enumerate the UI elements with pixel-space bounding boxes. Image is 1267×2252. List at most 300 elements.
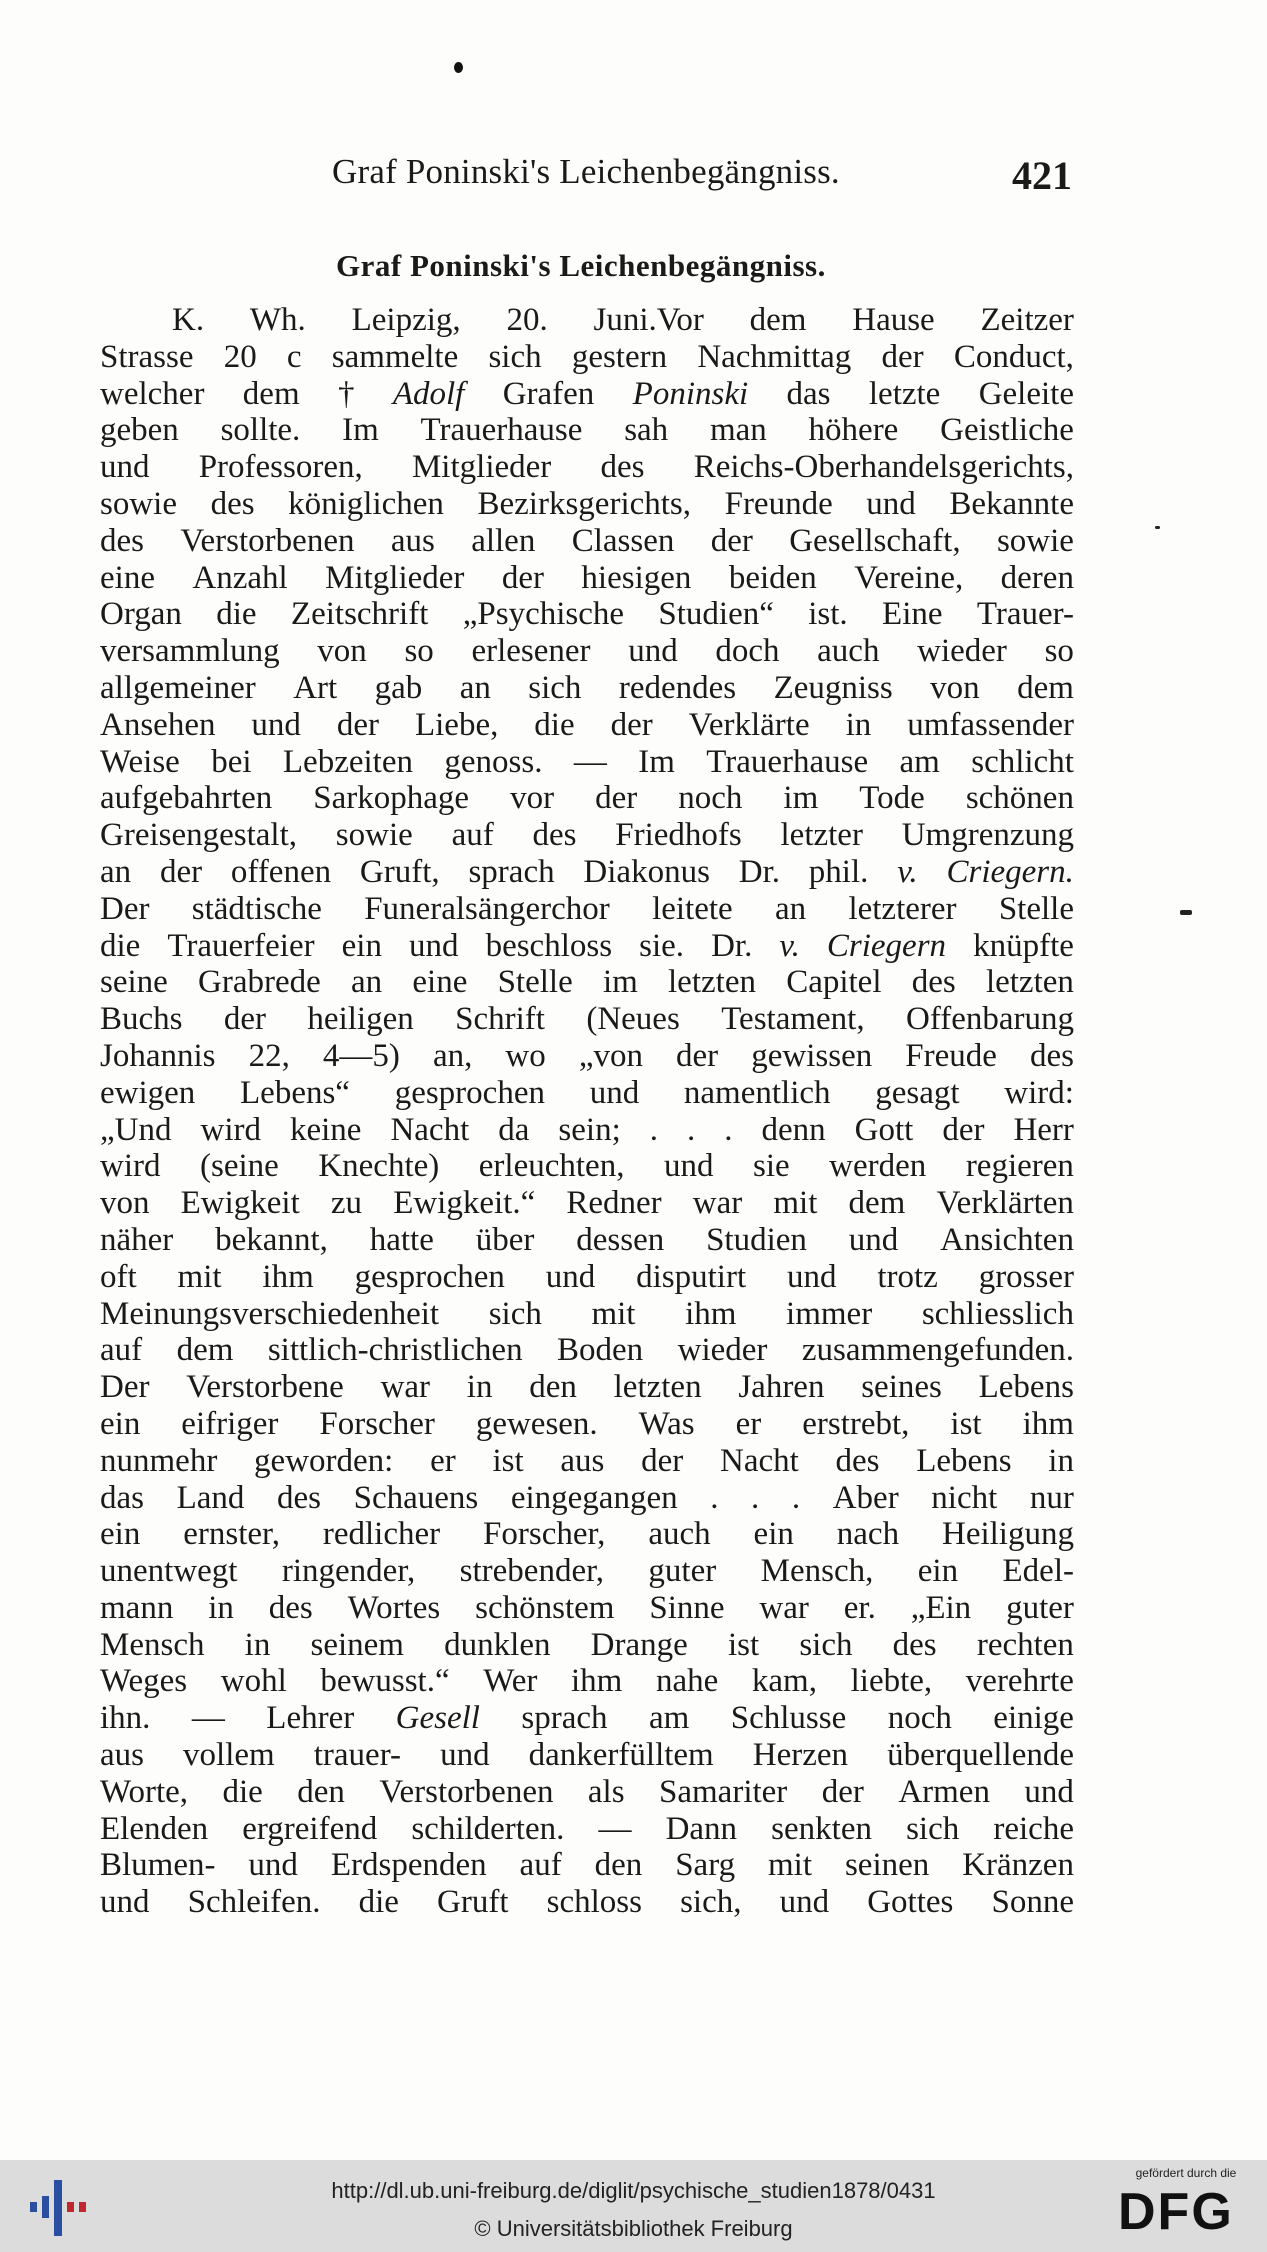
text-word: . — [791, 1479, 801, 1516]
text-word: ein — [341, 927, 382, 964]
text-word: Sarkophage — [313, 780, 470, 817]
text-word: sammelte — [331, 338, 459, 375]
text-word: Land — [176, 1479, 245, 1516]
text-word: mit — [591, 1295, 636, 1332]
text-word: Umgrenzung — [901, 817, 1074, 854]
text-word: Verklärten — [936, 1185, 1074, 1222]
text-word: aufgebahrten — [100, 780, 273, 817]
text-word: die — [222, 1773, 263, 1810]
text-word: überquellende — [887, 1737, 1074, 1774]
text-word: Schrift — [455, 1001, 545, 1038]
text-word: Gruft, — [359, 853, 440, 890]
text-word: schönen — [965, 780, 1074, 817]
text-word: Verstorbene — [186, 1369, 344, 1406]
text-word: denn — [761, 1111, 826, 1148]
text-word: — — [573, 743, 607, 780]
article-title: Graf Poninski's Leichenbegängniss. — [336, 248, 826, 283]
text-line — [100, 1553, 1074, 1590]
text-word: des — [268, 1589, 313, 1626]
text-word: ernster, — [183, 1516, 280, 1553]
text-word: Im — [342, 412, 379, 449]
text-word: so — [404, 633, 434, 670]
text-word: auf — [519, 1847, 562, 1884]
text-word: Criegern. — [946, 853, 1074, 890]
text-word: wird — [100, 1148, 161, 1185]
text-word: Criegern — [826, 927, 947, 964]
text-word: am — [649, 1700, 690, 1737]
text-word: Drange — [590, 1626, 688, 1663]
text-word: gab — [374, 669, 423, 706]
text-word: auf — [100, 1332, 143, 1369]
text-word: auf — [451, 817, 494, 854]
text-word: erlesener — [471, 633, 591, 670]
text-word: am — [899, 743, 940, 780]
text-line — [100, 1001, 1074, 1038]
text-word: Zeugniss — [773, 669, 893, 706]
text-word: Wer — [483, 1663, 538, 1700]
text-word: er — [430, 1442, 456, 1479]
text-line — [100, 1369, 1074, 1406]
text-word: schönstem — [475, 1589, 615, 1626]
text-word: der — [676, 1037, 719, 1074]
text-word: allen — [471, 522, 536, 559]
text-line — [100, 1627, 1074, 1664]
text-line — [100, 1590, 1074, 1627]
text-word: sich, — [680, 1884, 742, 1921]
text-word: und — [848, 1221, 899, 1258]
text-word: Trauer- — [976, 596, 1074, 633]
text-word: hiesigen — [581, 559, 692, 596]
text-word: Gott — [854, 1111, 914, 1148]
text-word: und — [628, 633, 678, 670]
text-word: dem — [176, 1332, 234, 1369]
text-word: Freunde — [724, 485, 833, 522]
text-word: (seine — [200, 1148, 279, 1185]
text-word: Professoren, — [198, 449, 363, 486]
text-word: die — [534, 706, 575, 743]
text-word: rechten — [976, 1626, 1074, 1663]
text-word: sich — [799, 1626, 853, 1663]
text-word: Was — [638, 1405, 695, 1442]
text-word: in — [244, 1626, 271, 1663]
text-word: an — [459, 669, 491, 706]
text-word: des — [911, 964, 956, 1001]
text-word: nach — [836, 1516, 900, 1553]
text-word: Verstorbenen — [379, 1773, 554, 1810]
text-word: wo — [505, 1037, 546, 1074]
text-word: gesprochen — [354, 1258, 505, 1295]
text-word: letzterer — [848, 890, 957, 927]
text-word: dunklen — [444, 1626, 551, 1663]
text-word: c — [286, 338, 302, 375]
text-word: Herr — [1013, 1111, 1074, 1148]
text-word: genoss. — [444, 743, 543, 780]
text-word: . — [686, 1111, 696, 1148]
text-word: so — [1044, 633, 1074, 670]
text-word: des — [835, 1442, 880, 1479]
text-word: Aber — [832, 1479, 899, 1516]
text-line — [100, 1148, 1074, 1185]
text-word: Strasse — [100, 338, 194, 375]
text-word: wohl — [220, 1663, 287, 1700]
text-line — [100, 1185, 1074, 1222]
text-line — [100, 1332, 1074, 1369]
text-word: beschloss — [485, 927, 613, 964]
text-word: Stelle — [998, 890, 1074, 927]
text-word: versammlung — [100, 633, 280, 670]
text-word: aus — [100, 1737, 144, 1774]
text-word: 22, — [248, 1037, 290, 1074]
text-word: Vereine, — [854, 559, 964, 596]
text-line — [100, 560, 1074, 597]
text-word: in — [845, 706, 872, 743]
text-word: senkten — [771, 1810, 872, 1847]
text-word: zu — [330, 1185, 363, 1222]
text-word: Lebzeiten — [282, 743, 413, 780]
text-word: Verklärte — [688, 706, 810, 743]
text-word: ein — [100, 1516, 141, 1553]
text-word: geworden: — [254, 1442, 394, 1479]
text-word: † — [337, 375, 355, 412]
text-word: Gesell — [395, 1700, 480, 1737]
text-word: Edel- — [1002, 1553, 1074, 1590]
text-word: ihm — [1022, 1405, 1074, 1442]
text-word: Dann — [665, 1810, 738, 1847]
text-word: nicht — [931, 1479, 998, 1516]
text-word: in — [208, 1589, 234, 1626]
text-word: an — [775, 890, 807, 927]
text-word: nur — [1029, 1479, 1074, 1516]
text-word: Knechte) — [318, 1148, 440, 1185]
text-word: der — [821, 1773, 864, 1810]
text-word: Meinungsverschiedenheit — [100, 1295, 440, 1332]
text-word: 20. — [506, 302, 548, 338]
text-word: der — [595, 780, 638, 817]
text-word: ist — [950, 1405, 982, 1442]
text-word: zusammengefunden. — [801, 1332, 1074, 1369]
text-word: — — [191, 1700, 225, 1737]
text-word: v. — [897, 853, 918, 890]
text-word: aus — [560, 1442, 605, 1479]
text-word: man — [709, 412, 767, 449]
text-word: dem — [848, 1185, 906, 1222]
text-word: sich — [906, 1810, 960, 1847]
text-word: 20 — [223, 338, 257, 375]
text-word: Nacht — [719, 1442, 799, 1479]
text-word: ihm — [262, 1258, 314, 1295]
text-word: Trauerfeier — [167, 927, 315, 964]
text-word: kam, — [751, 1663, 817, 1700]
text-word: des — [600, 449, 645, 486]
text-line — [100, 1811, 1074, 1848]
text-word: des — [892, 1626, 937, 1663]
text-line — [100, 1480, 1074, 1517]
text-word: Nachmittag — [697, 338, 852, 375]
text-word: des — [277, 1479, 321, 1516]
text-word: die — [358, 1884, 399, 1921]
text-line — [100, 891, 1074, 928]
text-word: in — [1048, 1442, 1074, 1479]
text-word: offenen — [230, 853, 332, 890]
text-word: wieder — [917, 633, 1007, 670]
text-word: er — [735, 1405, 762, 1442]
text-word: Herzen — [752, 1737, 849, 1774]
text-word: und — [545, 1258, 596, 1295]
text-word: eingegangen — [510, 1479, 678, 1516]
text-line — [100, 449, 1074, 486]
text-line — [100, 1259, 1074, 1296]
text-word: seinem — [310, 1626, 404, 1663]
text-line — [100, 670, 1074, 707]
text-word: . — [649, 1111, 658, 1148]
text-word: die — [100, 927, 141, 964]
text-word: noch — [678, 780, 743, 817]
text-word: Buchs — [100, 1001, 183, 1038]
source-url-link[interactable]: http://dl.ub.uni-freiburg.de/diglit/psychische_studien1878/0431 — [331, 2178, 936, 2203]
text-word: städtische — [191, 890, 322, 927]
text-word: gewesen. — [475, 1405, 598, 1442]
text-line — [100, 1443, 1074, 1480]
text-word: beiden — [728, 559, 817, 596]
text-word: Nacht — [390, 1111, 470, 1148]
text-word: knüpfte — [973, 927, 1074, 964]
text-line — [100, 1406, 1074, 1443]
text-word: näher — [100, 1221, 174, 1258]
text-word: „von — [578, 1037, 643, 1074]
text-word: die — [216, 596, 257, 633]
text-word: sein; — [558, 1111, 621, 1148]
text-word: Lebens — [978, 1369, 1074, 1406]
text-word: letzten — [985, 964, 1074, 1001]
text-word: keine — [289, 1111, 362, 1148]
text-word: Sinne — [649, 1589, 725, 1626]
text-word: und — [866, 485, 916, 522]
text-word: (Neues — [586, 1001, 680, 1038]
text-word: Greisengestalt, — [100, 817, 298, 854]
text-word: Grabrede — [198, 964, 321, 1001]
text-word: bekannt, — [215, 1221, 328, 1258]
text-word: sie. — [639, 927, 685, 964]
text-word: dem — [242, 375, 300, 412]
text-word: von — [930, 669, 980, 706]
text-word: v. — [779, 927, 800, 964]
ink-dot — [454, 62, 463, 73]
text-word: der — [610, 706, 653, 743]
text-word: Friedhofs — [615, 817, 742, 854]
text-word: Bekannte — [949, 485, 1074, 522]
text-word: den — [529, 1369, 577, 1406]
scan-speck — [1155, 526, 1160, 529]
text-word: Adolf — [392, 375, 465, 412]
text-word: den — [297, 1773, 345, 1810]
text-word: sie — [752, 1148, 790, 1185]
text-word: Capitel — [786, 964, 882, 1001]
text-word: Reichs-Oberhandelsgerichts, — [693, 449, 1074, 486]
text-word: doch — [715, 633, 780, 670]
text-word: eifriger — [181, 1405, 279, 1442]
text-word: einige — [993, 1700, 1074, 1737]
text-word: Weges — [100, 1663, 188, 1700]
text-line — [100, 1847, 1074, 1884]
text-word: Geleite — [978, 375, 1074, 412]
text-word: sah — [624, 412, 669, 449]
text-word: sprach — [468, 853, 555, 890]
text-word: heiligen — [307, 1001, 414, 1038]
text-word: eine — [412, 964, 468, 1001]
text-word: disputirt — [636, 1258, 747, 1295]
text-word: war — [692, 1185, 743, 1222]
text-word: leitete — [652, 890, 733, 927]
text-word: schilderten. — [411, 1810, 565, 1847]
text-word: der — [942, 1111, 985, 1148]
text-word: wird: — [1004, 1074, 1074, 1111]
text-word: Verstorbenen — [180, 522, 355, 559]
text-word: Ewigkeit — [180, 1185, 300, 1222]
text-word: Schleifen. — [187, 1884, 321, 1921]
text-word: Zeitschrift — [290, 596, 429, 633]
text-line — [100, 1112, 1074, 1149]
text-word: Samariter — [659, 1773, 788, 1810]
text-word: von — [317, 633, 367, 670]
text-word: und — [440, 1737, 490, 1774]
text-word: Studien“ — [658, 596, 774, 633]
text-word: auch — [648, 1516, 711, 1553]
text-word: . — [710, 1479, 719, 1516]
text-word: Leipzig, — [351, 302, 461, 338]
text-word: Funeralsängerchor — [364, 890, 610, 927]
text-word: Jahren — [738, 1369, 825, 1406]
text-word: letzten — [668, 964, 756, 1001]
text-word: Gesellschaft, — [789, 522, 961, 559]
text-line — [100, 339, 1074, 376]
text-word: als — [587, 1773, 625, 1810]
text-word: mann — [100, 1589, 174, 1626]
text-word: Studien — [706, 1221, 807, 1258]
text-word: sowie — [100, 485, 177, 522]
text-word: Lehrer — [266, 1700, 355, 1737]
text-word: und — [100, 449, 150, 486]
text-word: des — [100, 522, 144, 559]
text-line — [100, 1222, 1074, 1259]
text-word: Trauerhause — [706, 743, 869, 780]
text-word: namentlich — [683, 1074, 831, 1111]
dfg-logo: DFG — [1118, 2183, 1234, 2241]
text-line — [100, 596, 1074, 633]
text-word: „Und — [100, 1111, 172, 1148]
text-word: Erdspenden — [330, 1847, 487, 1884]
text-line — [100, 964, 1074, 1001]
text-word: dessen — [576, 1221, 665, 1258]
text-word: Tode — [859, 780, 925, 817]
text-word: „Psychische — [462, 596, 625, 633]
text-line — [100, 1700, 1074, 1737]
text-word: Sonne — [991, 1884, 1074, 1921]
text-word: der — [159, 853, 203, 890]
text-word: war — [380, 1369, 431, 1406]
text-word: geben — [100, 412, 179, 449]
text-word: des — [1029, 1037, 1074, 1074]
text-word: war — [759, 1589, 809, 1626]
text-word: Mensch — [100, 1626, 205, 1663]
text-word: werden — [829, 1148, 927, 1185]
text-word: gestern — [571, 338, 668, 375]
text-word: den — [594, 1847, 643, 1884]
text-word: letzte — [868, 375, 941, 412]
text-word: Der — [100, 1369, 150, 1406]
text-word: Anzahl — [192, 559, 288, 596]
text-word: letzten — [613, 1369, 702, 1406]
text-line — [100, 1075, 1074, 1112]
text-word: noch — [887, 1700, 952, 1737]
scan-speck — [1180, 910, 1192, 915]
text-word: Organ — [100, 596, 182, 633]
text-word: Conduct, — [953, 338, 1074, 375]
text-word: allgemeiner — [100, 669, 256, 706]
text-word: Der — [100, 890, 150, 927]
text-word: ein — [100, 1405, 141, 1442]
text-line — [100, 1774, 1074, 1811]
text-word: redendes — [618, 669, 737, 706]
text-word: redlicher — [322, 1516, 441, 1553]
text-word: sich — [488, 338, 542, 375]
footer-bar — [0, 2160, 1267, 2252]
text-word: und — [409, 927, 459, 964]
text-word: Johannis — [100, 1037, 216, 1074]
text-word: auch — [817, 633, 880, 670]
text-word: grosser — [978, 1258, 1074, 1295]
text-line — [100, 707, 1074, 744]
text-word: ist — [727, 1626, 760, 1663]
text-word: Elenden — [100, 1810, 209, 1847]
text-word: und — [779, 1884, 830, 1921]
text-line — [100, 302, 1074, 339]
article-body — [100, 302, 1074, 1921]
text-word: Stelle — [497, 964, 573, 1001]
text-word: vor — [510, 780, 555, 817]
text-word: an — [351, 964, 383, 1001]
text-word: wieder — [677, 1332, 768, 1369]
text-word: oft — [100, 1258, 137, 1295]
text-word: über — [475, 1221, 535, 1258]
text-word: da — [498, 1111, 530, 1148]
text-word: und — [100, 1884, 150, 1921]
text-word: Freude — [905, 1037, 997, 1074]
text-word: Mensch, — [760, 1553, 874, 1590]
text-word: — — [598, 1810, 632, 1847]
text-word: er. — [843, 1589, 876, 1626]
text-word: des — [210, 485, 255, 522]
text-word: königlichen — [288, 485, 444, 522]
text-word: ihn. — [100, 1700, 151, 1737]
text-word: Eine — [882, 596, 943, 633]
text-word: Offenbarung — [906, 1001, 1074, 1038]
text-word: hatte — [369, 1221, 434, 1258]
text-word: ewigen — [100, 1074, 196, 1111]
text-word: Diakonus — [583, 853, 710, 890]
text-word: und — [786, 1258, 837, 1295]
text-word: vollem — [183, 1737, 275, 1774]
text-word: bei — [211, 743, 252, 780]
text-word: und — [251, 706, 301, 743]
copyright-notice: © Universitätsbibliothek Freiburg — [474, 2216, 793, 2241]
text-word: der — [336, 706, 380, 743]
text-word: Schauens — [353, 1479, 479, 1516]
text-word: guter — [648, 1553, 717, 1590]
text-word: Gottes — [867, 1884, 954, 1921]
page-number: 421 — [1012, 153, 1072, 198]
text-word: erleuchten, — [478, 1148, 625, 1185]
text-word: K. — [172, 302, 205, 338]
